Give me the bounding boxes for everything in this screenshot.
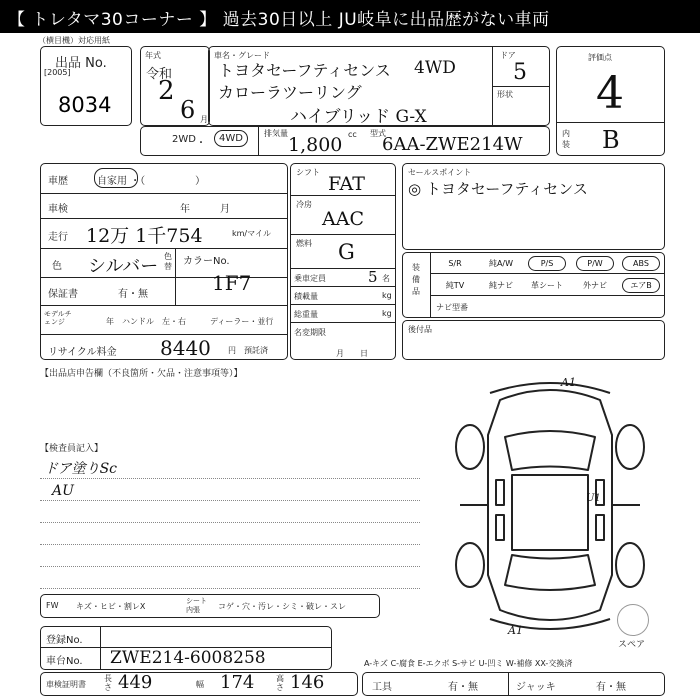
- jack-value: 有・無: [596, 682, 626, 693]
- rename-label: 名変期限: [294, 328, 326, 337]
- gross-label: 総重量: [294, 310, 318, 319]
- load-label: 積載量: [294, 292, 318, 301]
- car-name-line3: ハイブリッド G-X: [290, 107, 427, 127]
- fuel-label: 燃料: [296, 239, 312, 248]
- spare-label: スペア: [618, 640, 646, 650]
- equipment-option: 純TV: [445, 281, 465, 290]
- model-change-unit: 年: [106, 317, 114, 326]
- front-left-wheel: [456, 425, 484, 469]
- capacity-value: 5: [368, 268, 378, 286]
- color-change: 色替: [164, 252, 172, 271]
- score-value: 4: [596, 68, 624, 119]
- drive-2wd: 2WD: [172, 134, 196, 145]
- shift-value: FAT: [328, 173, 365, 195]
- doors-label: ドア: [500, 51, 516, 60]
- cert-height-label: 高さ: [276, 674, 284, 692]
- color-value: シルバー: [88, 256, 159, 277]
- equipment-option: 純A/W: [488, 259, 514, 268]
- cert-width-value: 174: [220, 672, 255, 693]
- cert-label: 車検証明書: [46, 680, 86, 689]
- equipment-option: P/W: [576, 256, 614, 271]
- capacity-unit: 名: [382, 274, 390, 283]
- recycle-unit: 円: [228, 346, 236, 355]
- year-era: 令和: [146, 67, 173, 82]
- recycle-note: 預託済: [244, 346, 268, 355]
- doors-value: 5: [513, 60, 527, 85]
- equipment-option: 純ナビ: [489, 281, 513, 290]
- fuel-value: G: [338, 240, 355, 264]
- shift-label: シフト: [296, 168, 320, 177]
- year-value: 2: [158, 76, 175, 106]
- model-change-label: モデルチェンジ: [44, 310, 72, 326]
- gross-unit: kg: [382, 309, 392, 318]
- drive-dot: ・: [196, 138, 206, 149]
- lot-label: 出品 No.: [55, 56, 107, 71]
- interior-value: B: [602, 126, 620, 154]
- shape-label: 形状: [497, 90, 513, 99]
- inspection-label: 車検: [48, 204, 68, 215]
- ac-label: 冷房: [296, 200, 312, 209]
- load-unit: kg: [382, 291, 392, 300]
- equipment-option: S/R: [448, 259, 462, 268]
- cert-len-value: 449: [118, 672, 153, 693]
- damage-legend: A-キズ C-腐食 E-エクボ S-サビ U-凹ミ W-補修 XX-交換済: [364, 659, 573, 668]
- model-label: 型式: [370, 129, 386, 138]
- inspection-unit: 年 月: [180, 204, 230, 215]
- tools-label: 工具: [372, 682, 392, 693]
- color-no-value: 1F7: [212, 271, 252, 295]
- cert-len-label: 長さ: [104, 674, 112, 692]
- recycle-value: 8440: [160, 336, 211, 360]
- equipment-option: ABS: [622, 256, 660, 271]
- interior-label: 内装: [562, 129, 570, 149]
- month-value: 6: [180, 96, 196, 124]
- registration-label: 登録No.: [46, 635, 83, 646]
- inspector-label: 【検査員記入】: [40, 444, 104, 454]
- car-diagram: [430, 375, 670, 640]
- history-circle: [94, 168, 138, 188]
- inspector-note2: AU: [52, 483, 74, 499]
- report-label: 【出品店申告欄（不良箇所・欠品・注意事項等）】: [40, 369, 243, 379]
- mileage-label: 走行: [48, 232, 68, 243]
- displacement-unit: cc: [348, 130, 357, 139]
- cert-height-value: 146: [290, 672, 325, 693]
- aftermarket-box: [402, 320, 665, 360]
- sales-label: セールスポイント: [408, 168, 472, 177]
- history-label: 車歴: [48, 176, 68, 187]
- lot-year-tag: [2005]: [44, 68, 71, 77]
- windshield: [505, 431, 595, 470]
- roof: [512, 475, 588, 550]
- jack-label: ジャッキ: [516, 682, 556, 693]
- score-label: 評価点: [588, 53, 612, 62]
- diagram-mark-side: U1: [586, 493, 601, 504]
- recycle-label: リサイクル料金: [48, 347, 117, 358]
- fw-items: キズ・ヒビ・割レX: [76, 602, 146, 611]
- front-bumper: [490, 383, 610, 393]
- chassis-value: ZWE214-6008258: [110, 648, 266, 668]
- color-no-label: カラーNo.: [183, 256, 230, 267]
- diagram-mark-front: A1: [561, 376, 576, 389]
- sales-value: ◎ トヨタセーフティセンス: [408, 180, 588, 198]
- top-note: （横目機）対応用紙: [38, 36, 110, 45]
- mileage-value: 12万 1千754: [86, 225, 203, 247]
- car-name-line1: トヨタセーフティセンス: [218, 61, 391, 80]
- car-name-label: 車名・グレード: [214, 51, 270, 60]
- banner-text: 【 トレタマ30コーナー 】 過去30日以上 JU岐阜に出品歴がない車両: [8, 10, 550, 30]
- handle-value: 左・右: [162, 317, 186, 326]
- warranty-value: 有・無: [118, 289, 148, 300]
- year-label: 年式: [145, 51, 161, 60]
- drive-4wd: 4WD: [214, 130, 248, 147]
- lot-number: 8034: [58, 93, 112, 117]
- equipment-option: 外ナビ: [583, 281, 607, 290]
- chassis-label: 車台No.: [46, 656, 83, 667]
- handle-label: ハンドル: [122, 317, 154, 326]
- model-value: 6AA-ZWE214W: [382, 134, 523, 155]
- color-label: 色: [52, 261, 62, 272]
- seat-items: コゲ・穴・汚レ・シミ・破レ・スレ: [218, 602, 346, 611]
- displacement-value: 1,800: [288, 134, 343, 156]
- front-right-wheel: [616, 425, 644, 469]
- equipment-option: エアB: [622, 278, 660, 293]
- mileage-unit: km/マイル: [232, 229, 271, 238]
- warranty-label: 保証書: [48, 289, 78, 300]
- tools-value: 有・無: [448, 682, 478, 693]
- rear-right-wheel: [616, 543, 644, 587]
- spare-circle: [617, 604, 649, 636]
- displacement-label: 排気量: [264, 129, 288, 138]
- aftermarket-label: 後付品: [408, 325, 432, 334]
- fw-label: FW: [46, 601, 59, 610]
- ac-value: AAC: [322, 208, 364, 230]
- rename-unit: 月 日: [336, 349, 368, 358]
- car-name-line2: カローラツーリング: [218, 83, 362, 102]
- navi-label: ナビ型番: [436, 303, 468, 312]
- rear-window: [505, 555, 595, 590]
- dealer-label: ディーラー・並行: [210, 317, 274, 326]
- diagram-mark-rear: A1: [508, 624, 523, 637]
- history-options: 自家用 ・（ ）: [97, 176, 206, 187]
- month-unit: 月: [200, 115, 208, 124]
- equipment-label: 装備品: [412, 263, 420, 296]
- capacity-label: 乗車定員: [294, 274, 326, 283]
- equipment-option: 革シート: [531, 281, 563, 290]
- cert-width-label: 幅: [196, 680, 204, 689]
- equipment-option: P/S: [528, 256, 566, 271]
- car-drive: 4WD: [414, 58, 456, 78]
- rear-left-wheel: [456, 543, 484, 587]
- inspector-note1: ドア塗りSc: [44, 461, 118, 477]
- seat-label: シート内張: [186, 597, 207, 614]
